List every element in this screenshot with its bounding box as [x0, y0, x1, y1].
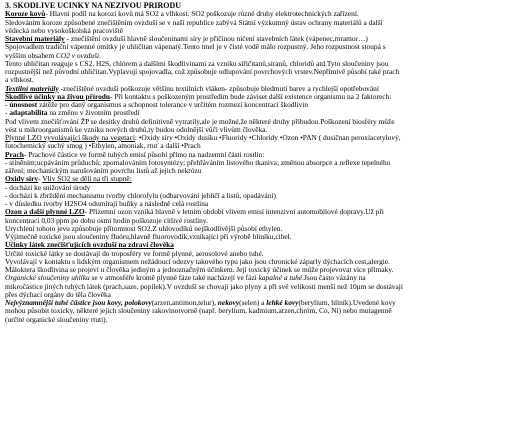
text-run: (určité organické sloučeniny rtuti). [5, 315, 108, 324]
text-run: - Prachové částice ve formě tuhých emisí působí přímo na nadzemní části rostlin: [23, 150, 265, 159]
text-run: - stíněním;ucpáváním průduchů; zpomalováním fotosyntézy; přehřáváním listového tkaniva; změnou absorpce a reflexe tepelného [5, 158, 391, 167]
text-run: - dochází k zbrždění mechanismu tvorby chlorofylu (odbarvování jehličí a listů, opadávání) [5, 191, 276, 200]
text-line [5, 142, 511, 150]
text-line [5, 200, 511, 208]
text-run: : •Oxidy síry •Oxidy dusíku •Fluoridy •Chloridy •Ozon •PAN ( dusičnan peroxiacetylový, [134, 134, 401, 142]
text-run: zátěže pro daný organismus a schopnost tolerance v určitém rozmezí koncentrací škodlivin [37, 101, 309, 109]
text-run: Tento uhličitan reaguje s CS2, H2S, chlórem a dalšími škodlivinami za vzniku siřičitanů,síranů, chloridů atd.Tyto sloučeniny jsou [5, 59, 389, 68]
text-line [5, 10, 511, 18]
text-line [5, 52, 511, 60]
text-run: Oxidy síry [5, 175, 39, 184]
text-line [5, 19, 511, 27]
text-line [5, 134, 511, 142]
text-run: - [5, 109, 10, 118]
text-run: Urychlení tohoto jevu způsobuje přítomnost SO2.Z uhlovodíků nejškodlivější působí ethylen. [5, 224, 283, 233]
text-run: Škodlivé účinky na živou přírodu [5, 92, 111, 101]
text-run: Ozon a další plynné LZO [5, 208, 85, 217]
text-line [5, 159, 511, 167]
text-line [5, 250, 511, 258]
text-run: Máloktera škodlivina se projeví u člověka jediným a jednoznačným účinkem. Její toxický účinek se může projevovat více přímaky. [5, 266, 394, 274]
text-run: nekovy [217, 299, 240, 307]
text-line [5, 192, 511, 200]
text-run: Vyvolávají v kontaktu s lidským organismem nežádoucí odezvy takového typu jako jsou chronické záparly dýchacích cest,alergie. [5, 257, 390, 266]
text-line [5, 167, 511, 175]
text-line [5, 307, 511, 315]
text-run: adaptabilita [9, 109, 48, 118]
text-line [5, 258, 511, 266]
text-run: CO2 v ovzduší [55, 51, 100, 60]
text-line [5, 43, 511, 51]
text-run: na změnu v životním prostředí [47, 109, 140, 118]
text-line [5, 118, 511, 126]
text-line [5, 126, 511, 134]
text-line [5, 184, 511, 192]
text-line [5, 266, 511, 274]
text-line [5, 225, 511, 233]
text-line [5, 85, 511, 93]
text-line [5, 291, 511, 299]
text-line [5, 274, 511, 282]
text-line [5, 151, 511, 159]
text-line [5, 60, 511, 68]
text-line [5, 68, 511, 76]
text-run: Koroze kovů [5, 10, 46, 19]
text-run: mikročástice jiných tuhých látek (prach,saze, popílek).V ovzduší se chovají jako plyny a při své velikosti menší než 10μm se dostávají [5, 282, 403, 291]
text-run: rozpustnější než původní uhličitan.Vyplavují spojovadla, což způsobuje odlupování povrchových vrstev.Nepřímivě působí také prach [5, 68, 400, 76]
text-run: únosnost [9, 101, 38, 109]
text-line [5, 299, 511, 307]
text-line [5, 217, 511, 225]
text-run: fotochemický suchý smog ) •Ethylen, amoniak, rtuť a další •Prach [5, 142, 201, 151]
text-run: kovy, polokovy [107, 299, 152, 307]
text-line [5, 175, 511, 183]
text-run: Stavební materiály [5, 35, 65, 43]
text-line [5, 109, 511, 117]
text-run: . [99, 51, 101, 60]
text-run: - dochází ke snižování úrody [5, 183, 91, 192]
text-run: Pod vlivem znečišťování ŽP se desítky druhů definitivně vytratily,ale je možné,že některé druhy přibudou.Poškození biosféry může [5, 117, 395, 126]
text-run: .Jsou často vázány na [302, 274, 366, 283]
text-line [5, 27, 511, 35]
text-run: a vlhkost. [5, 76, 34, 85]
text-run: - Přízemní ozon vzniká hlavně v letním období vlivem emisí intenzivní automobilové dopravy.Už při [84, 208, 384, 217]
text-run: -znečištěné ovzduší poškozuje většinu textilních vláken- způsobuje bledmutí barev a rychlejší opotřebování [58, 84, 379, 93]
text-run: Organické sloučeniny uhlíku [5, 274, 90, 283]
text-line [5, 241, 511, 249]
text-run: se v atmosféře kromě plynné fáze také nacházejí ve fázi [89, 274, 259, 283]
text-run: Nejvýznamnější tuhé částice jsou [5, 299, 108, 307]
text-run: mohou působit toxicky, některé jejich sloučeniny rakovinotvorně (např. berylium, kadmium,arzen,chróm, Co, Ni) nebo mutagenně [5, 307, 392, 316]
text-run: - Hlavní podíl na korozi kovů má SO2 a vlhkost. SO2 poškozuje různé druhy elektrotechnických zařízení. [45, 10, 359, 19]
text-run: Plynné LZO vyvolávající škody na vegetaci [5, 134, 135, 142]
text-line [5, 233, 511, 241]
text-run: (berylium, hliník).Uvedené kovy [298, 299, 396, 307]
text-line [5, 93, 511, 101]
text-line [5, 283, 511, 291]
text-run: Vliv SO2 se dělí na tři stupně: [42, 175, 132, 184]
text-run: - v důsledku tvorby H2SO4 odumírají buňky a následně celá rostlina [5, 200, 209, 208]
document-title [5, 2, 511, 10]
text-line [5, 101, 511, 109]
text-run: Textilní materiály [5, 84, 59, 93]
text-run: přes dýchací orgány do těla člověka [5, 290, 111, 299]
text-run: (selen) a [239, 299, 267, 307]
text-run: Spojovadlem tradiční vápenné omítky je uhličitan vápenatý.Tento tmel je v čisté vodě málo rozpustný. Jeho rozpustnost stoupá s [5, 43, 386, 52]
text-run: - [5, 101, 10, 109]
text-run: kapalné a tuhé [258, 274, 303, 283]
text-run: Účinky látek znečišťujících ovzduší na zdraví člověka [5, 241, 174, 250]
text-run: 3. ŠKODLIVÉ ÚČINKY NA NEŽIVOU PŘÍRODU [5, 2, 182, 10]
text-run: lehké kovy [266, 299, 299, 307]
text-run: vědecká nebo vysokoškolská pracoviště [5, 26, 124, 35]
text-run: koncentraci 0,03 ppm po dobu osmi hodin poškozuje citlivé rostliny. [5, 216, 208, 225]
text-run: záření; mechanickým narušováním povrchu listů až jejich nekrózu [5, 167, 202, 175]
text-run: Prach [5, 150, 24, 159]
text-line [5, 316, 511, 324]
text-run: - znečištění ovzduší hlavně sloučeninami síry je příčinou ničení stavebních látek (vápenec,mramor…) [64, 35, 368, 43]
text-run: Sledováním koroze způsobené znečištěním ovzduší se v naší republice zabývá Státní výzkumný ústav ochrany materiálů a další [5, 18, 383, 27]
text-run: (arzen,antimon,telur), [151, 299, 218, 307]
text-line [5, 76, 511, 84]
text-run: - [38, 175, 43, 184]
text-run: vyšším obsahem [5, 51, 56, 60]
text-run: - Při kontaktu s poškozeným prostředím bude záviset další existence organismu na 2 faktorech: [110, 92, 392, 101]
text-line [5, 208, 511, 216]
text-run: vést u mikroorganismů ke vzniku nových druhů,ty budou odolnější vůči vlivům člověka. [5, 125, 268, 134]
text-run: Výjimečně toxické jsou sloučeniny fluóru,hlavně fluorovodík,vznikající při výrobě hliníku,cihel. [5, 233, 292, 241]
text-line [5, 35, 511, 43]
text-run: Určité toxické látky se dostávají do troposféry ve formě plynné, aerosolové anebo tuhé. [5, 249, 264, 258]
